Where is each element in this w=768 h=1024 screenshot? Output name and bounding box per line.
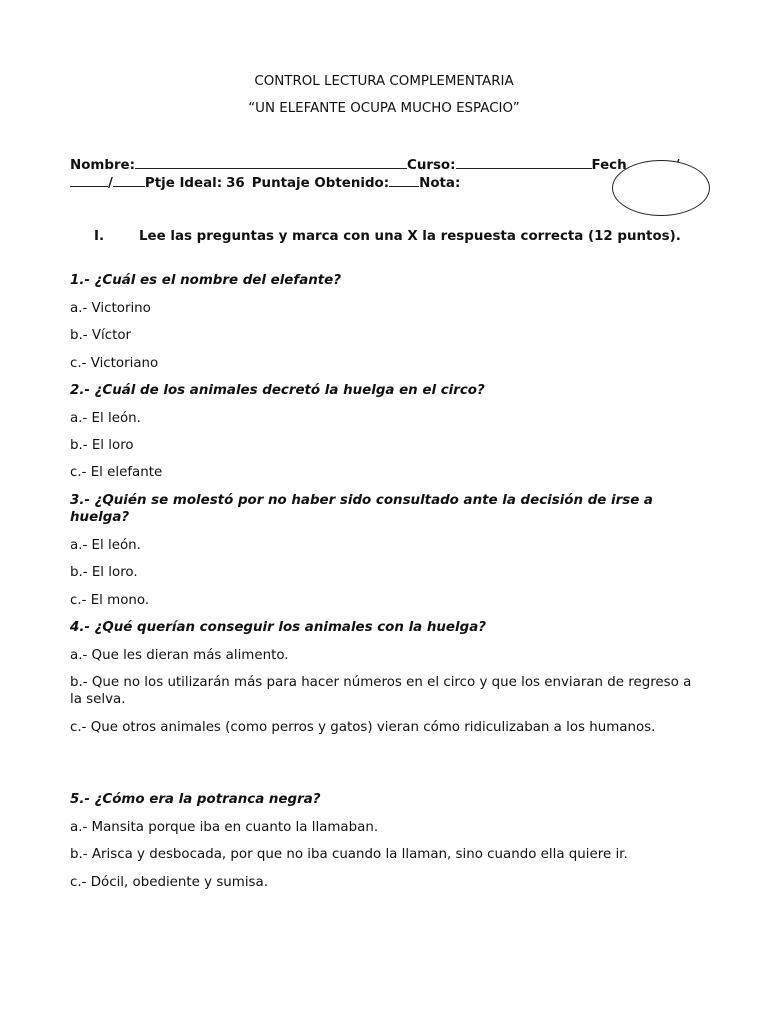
fecha-blank-year	[113, 173, 145, 187]
document-subtitle: “UN ELEFANTE OCUPA MUCHO ESPACIO”	[248, 101, 520, 116]
student-info-line-1	[70, 155, 680, 175]
question-3-option-b[interactable]: b.- El loro.	[70, 565, 138, 580]
fecha-blank-month	[70, 173, 108, 187]
section-number: I.	[94, 229, 105, 244]
question-2: 2.- ¿Cuál de los animales decretó la huelga en el circo?	[70, 383, 485, 398]
question-2-option-b[interactable]: b.- El loro	[70, 438, 134, 453]
question-5-option-c[interactable]: c.- Dócil, obediente y sumisa.	[70, 875, 268, 890]
document-title: CONTROL LECTURA COMPLEMENTARIA	[254, 74, 514, 89]
question-3-option-a[interactable]: a.- El león.	[70, 538, 141, 553]
nombre-label: Nombre:	[70, 158, 135, 173]
question-1-option-b[interactable]: b.- Víctor	[70, 328, 132, 343]
fecha-slash-2: /	[108, 176, 113, 191]
puntaje-obtenido-label: Puntaje Obtenido:	[251, 176, 390, 191]
nombre-blank	[135, 155, 407, 169]
question-4-option-a[interactable]: a.- Que les dieran más alimento.	[70, 648, 289, 663]
question-5-option-a[interactable]: a.- Mansita porque iba en cuanto la llamaban.	[70, 820, 379, 835]
nota-label: Nota:	[419, 176, 461, 191]
question-4-option-b[interactable]: b.- Que no los utilizarán más para hacer números en el circo y que los enviaran de regreso a la selva.	[70, 675, 692, 707]
section-instruction-text: Lee las preguntas y marca con una X la respuesta correcta (12 puntos).	[139, 229, 681, 244]
question-3-option-c[interactable]: c.- El mono.	[70, 593, 150, 608]
question-3: 3.- ¿Quién se molestó por no haber sido consultado ante la decisión de irse a huelga?	[70, 493, 653, 525]
question-1-option-a[interactable]: a.- Victorino	[70, 301, 151, 316]
question-4-option-c[interactable]: c.- Que otros animales (como perros y gatos) vieran cómo ridiculizaban a los humanos.	[70, 720, 656, 735]
question-2-option-c[interactable]: c.- El elefante	[70, 465, 163, 480]
puntaje-obtenido-blank	[389, 173, 419, 187]
question-5-option-b[interactable]: b.- Arisca y desbocada, por que no iba cuando la llaman, sino cuando ella quiere ir.	[70, 847, 628, 862]
question-1: 1.- ¿Cuál es el nombre del elefante?	[70, 273, 342, 288]
question-5: 5.- ¿Cómo era la potranca negra?	[70, 792, 321, 807]
curso-label: Curso:	[407, 158, 456, 173]
grade-circle	[612, 160, 710, 216]
fecha-label: Fech	[591, 158, 627, 173]
ptje-ideal-label: Ptje Ideal:	[144, 176, 223, 191]
ptje-ideal-value: 36	[226, 176, 245, 191]
curso-blank	[456, 155, 592, 169]
student-info-line-2	[70, 173, 460, 193]
question-2-option-a[interactable]: a.- El león.	[70, 411, 141, 426]
question-1-option-c[interactable]: c.- Victoriano	[70, 356, 159, 371]
question-4: 4.- ¿Qué querían conseguir los animales con la huelga?	[70, 620, 486, 635]
